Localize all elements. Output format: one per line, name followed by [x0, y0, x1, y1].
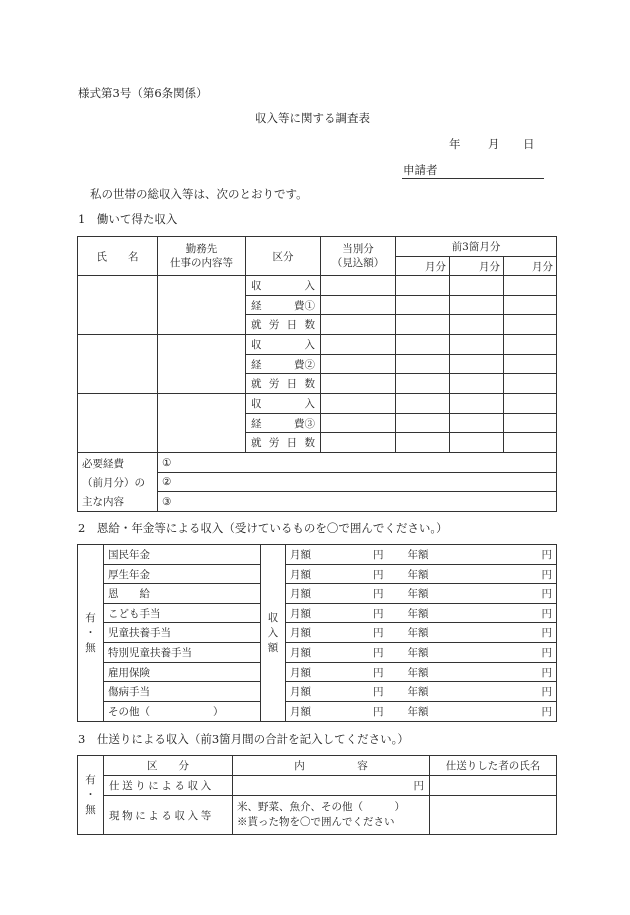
expense-label-line1: 必要経費	[82, 458, 124, 470]
page-title: 収入等に関する調査表	[255, 111, 370, 125]
remittance-income-label: 仕送りによる収入	[109, 780, 214, 792]
row-workdays-1: 就 労 日 数	[251, 319, 315, 331]
section2-yesno: 有 ・ 無	[85, 611, 96, 654]
row-workdays-2: 就 労 日 数	[251, 378, 315, 390]
remittance-yen: 円	[413, 780, 424, 792]
section1-heading: 1 働いて得た収入	[78, 212, 178, 226]
row-expense-3: 経 費③	[251, 417, 315, 430]
date-month: 月	[488, 137, 500, 151]
row-expense-2: 経 費②	[251, 358, 315, 371]
row-income-3: 収 入	[251, 398, 315, 410]
pension-item: 厚生年金	[108, 568, 150, 581]
expense-label-line2: （前月分）の	[82, 477, 145, 489]
amount-row: 月額 円 年額 円	[290, 627, 552, 639]
header-name: 氏 名	[96, 250, 139, 263]
section2-heading: 2 恩給・年金等による収入（受けているものを〇で囲んでください。）	[78, 521, 448, 535]
header-current: 当別分 （見込額）	[331, 243, 385, 269]
header-month-3: 月分	[532, 260, 553, 273]
applicant-label: 申請者	[403, 163, 438, 177]
amount-row: 月額 円 年額 円	[290, 706, 552, 718]
pension-item: 児童扶養手当	[108, 627, 171, 639]
section3-header-sender: 仕送りした者の氏名	[445, 760, 541, 772]
amount-row: 月額 円 年額 円	[290, 686, 552, 698]
pension-item: 雇用保険	[108, 666, 150, 679]
pension-item: 恩 給	[108, 588, 150, 600]
section3-yesno: 有 ・ 無	[85, 773, 96, 816]
form-label: 様式第3号（第6条関係）	[78, 86, 208, 100]
header-work: 勤務先 仕事の内容等	[170, 243, 233, 269]
header-prev3: 前3箇月分	[451, 241, 501, 253]
amount-row: 月額 円 年額 円	[290, 647, 552, 659]
amount-row: 月額 円 年額 円	[290, 549, 552, 561]
section3-header-category: 区 分	[147, 760, 189, 772]
section3-header-content: 内 容	[294, 760, 368, 772]
income-amount-label: 収 入 額	[267, 611, 279, 654]
amount-row: 月額 円 年額 円	[290, 607, 552, 620]
pension-item: 特別児童扶養手当	[108, 647, 192, 659]
pension-item: こども手当	[108, 607, 161, 620]
expense-item-2: ②	[162, 476, 172, 488]
section3-heading: 3 仕送りによる収入（前3箇月間の合計を記入してください。）	[78, 732, 409, 746]
pension-item: その他（ ）	[108, 706, 224, 718]
in-kind-content: 米、野菜、魚介、その他（ ） ※貰った物を〇で囲んでください	[237, 801, 405, 828]
row-workdays-3: 就 労 日 数	[251, 437, 315, 449]
date-day: 日	[523, 137, 535, 151]
amount-row: 月額 円 年額 円	[290, 666, 552, 679]
pension-item: 国民年金	[108, 549, 150, 561]
header-month-2: 月分	[479, 260, 500, 273]
header-month-1: 月分	[425, 260, 446, 273]
row-expense-1: 経 費①	[251, 299, 315, 312]
row-income-1: 収 入	[251, 280, 315, 292]
in-kind-income-label: 現物による収入等	[109, 809, 214, 822]
header-category: 区分	[272, 250, 294, 263]
expense-item-3: ③	[162, 495, 172, 508]
applicant-line	[402, 178, 544, 179]
date-year: 年	[449, 137, 461, 151]
row-income-2: 収 入	[251, 339, 315, 351]
intro-text: 私の世帯の総収入等は、次のとおりです。	[90, 187, 308, 201]
pension-item: 傷病手当	[108, 686, 150, 698]
expense-label-line3: 主な内容	[82, 496, 124, 508]
amount-row: 月額 円 年額 円	[290, 568, 552, 581]
amount-row: 月額 円 年額 円	[290, 588, 552, 600]
expense-item-1: ①	[162, 456, 172, 469]
